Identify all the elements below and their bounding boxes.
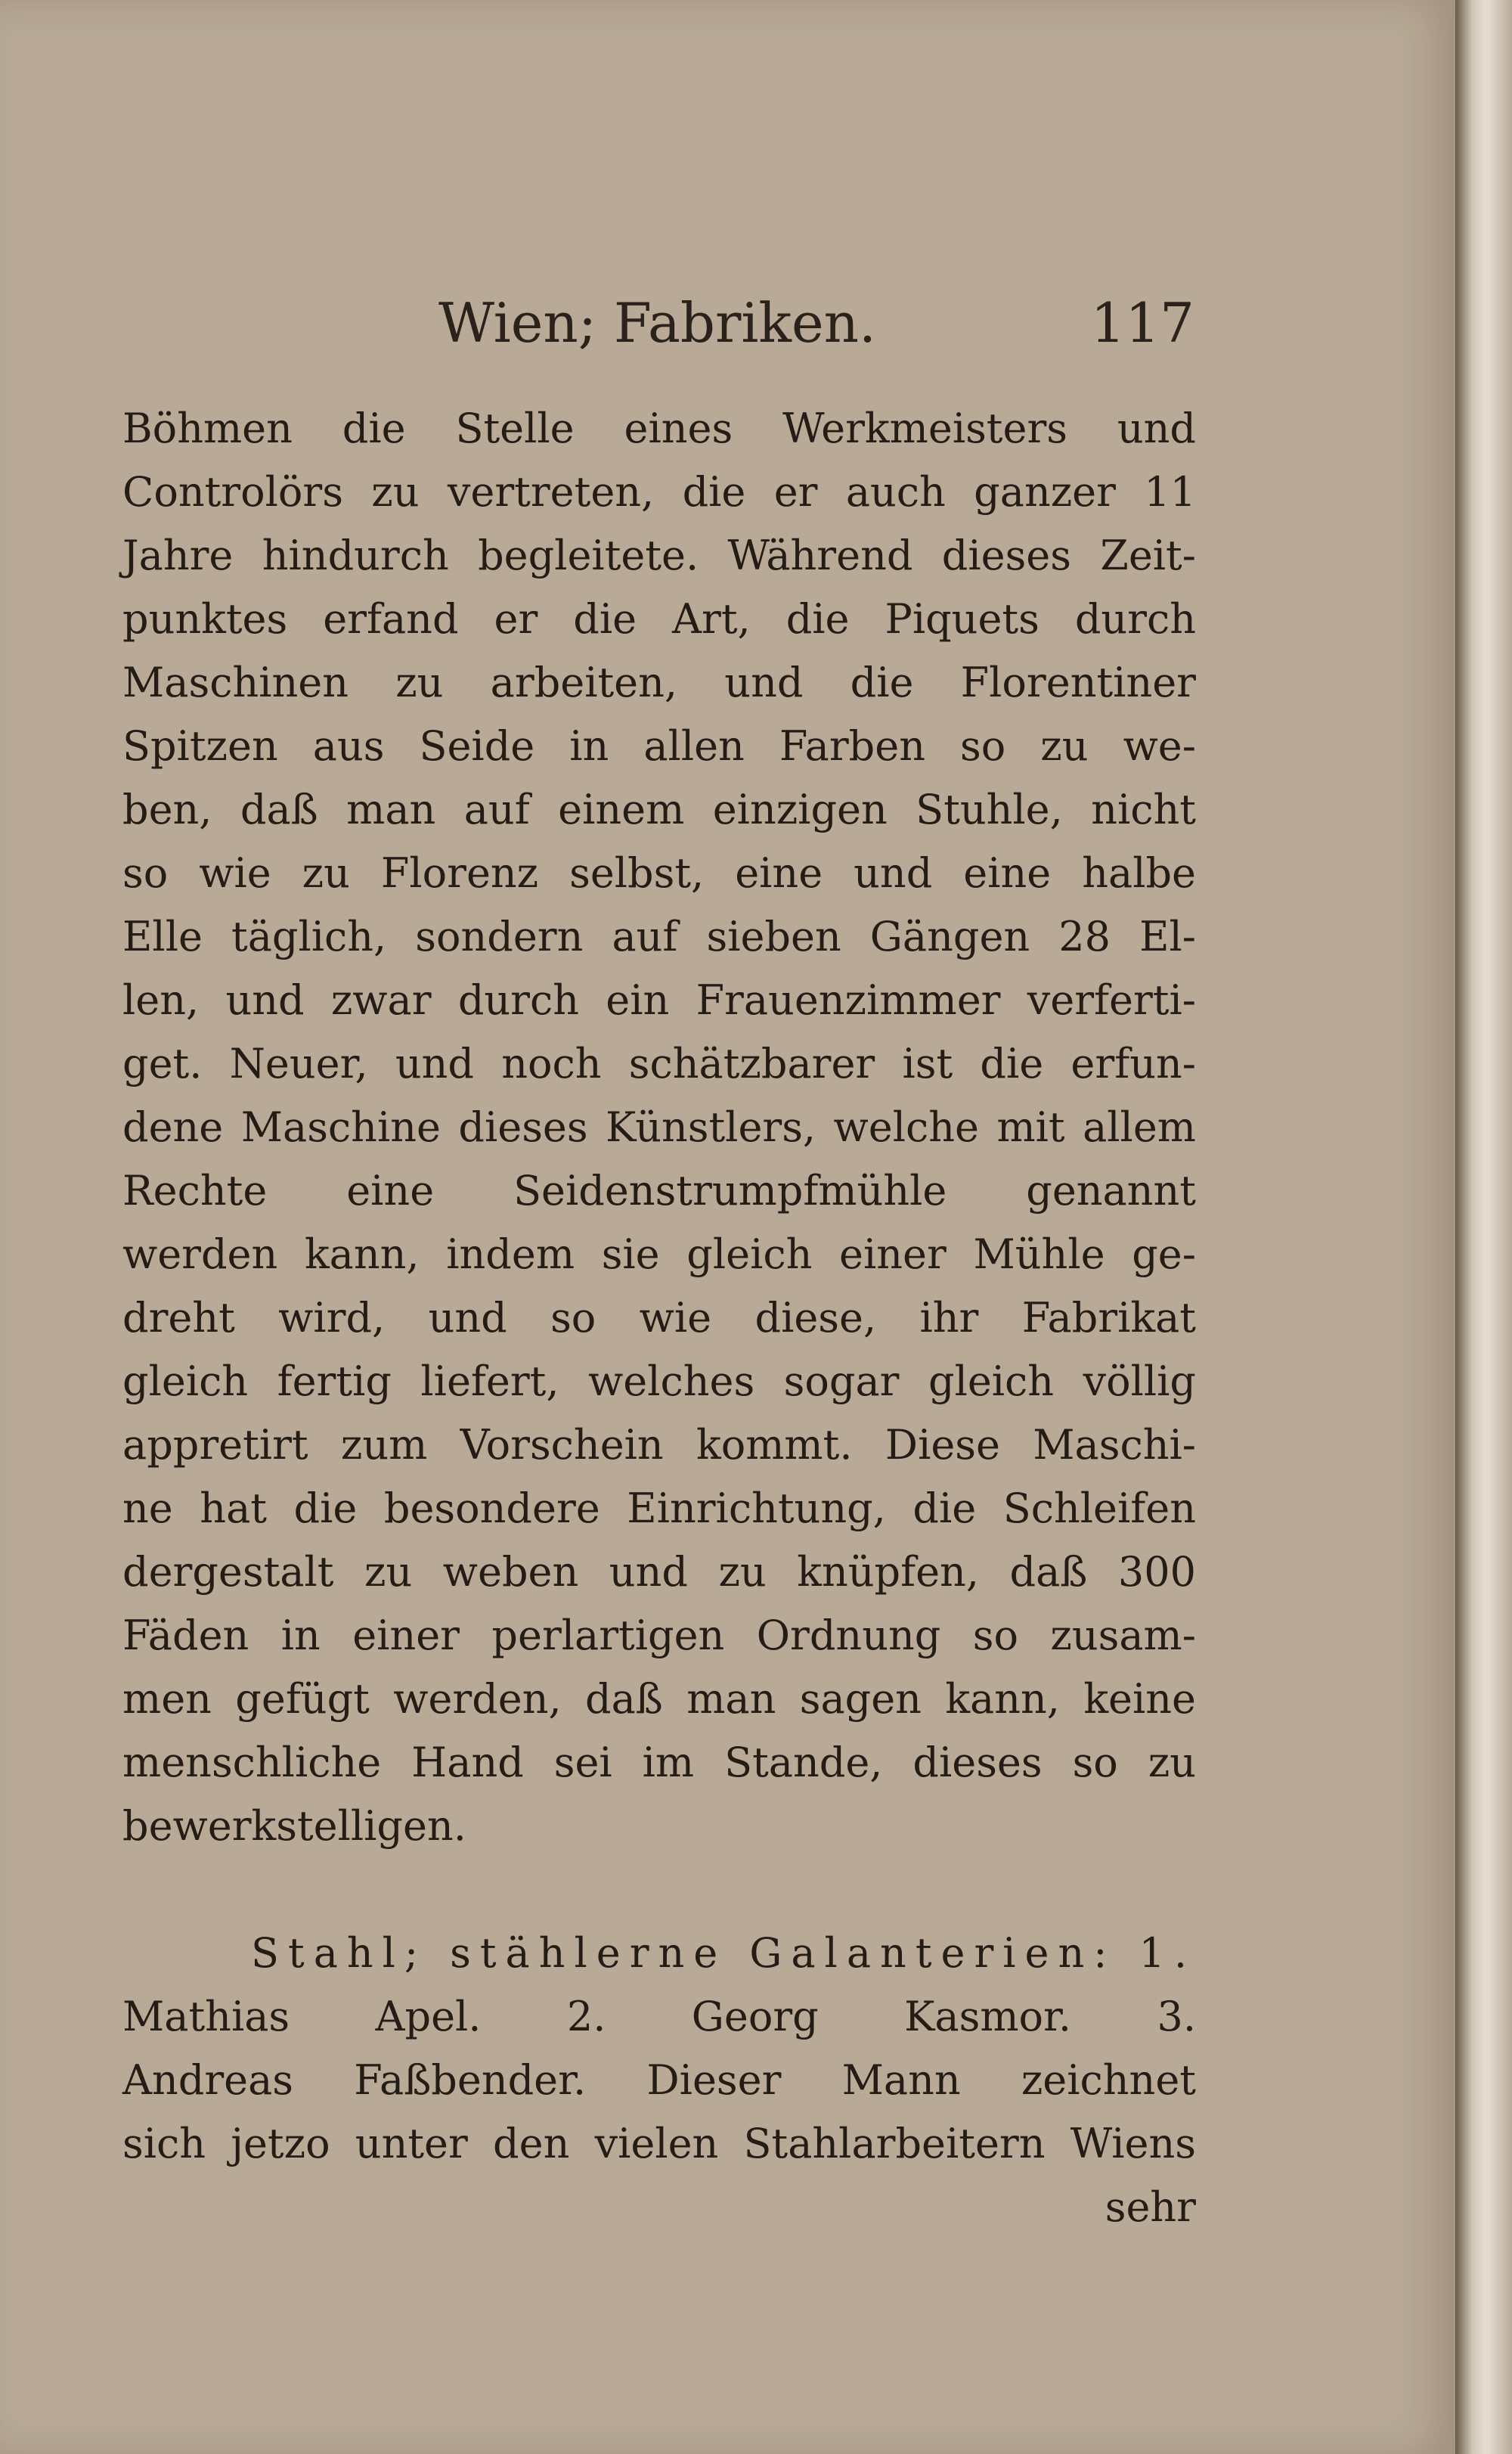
text-line: gleich fertig liefert, welches sogar gleich völlig	[122, 1357, 1196, 1405]
text-line: Böhmen die Stelle eines Werkmeisters und	[122, 405, 1196, 452]
body-text	[122, 397, 1196, 2239]
section-heading-line: Stahl; stählerne Galanterien: 1.	[251, 1929, 1196, 1977]
text-line: men gefügt werden, daß man sagen kann, keine	[122, 1675, 1196, 1723]
text-line: Elle täglich, sondern auf sieben Gängen 28 El-	[122, 913, 1196, 960]
text-line: menschliche Hand sei im Stande, dieses so zu	[122, 1739, 1196, 1786]
text-line: bewerkstelligen.	[122, 1802, 466, 1850]
page-number: 117	[1090, 291, 1194, 355]
text-line: appretirt zum Vorschein kommt. Diese Maschi-	[122, 1421, 1196, 1469]
catchword: sehr	[1105, 2183, 1196, 2231]
page-header	[121, 291, 1194, 367]
text-line: Rechte eine Seidenstrumpfmühle genannt	[122, 1167, 1196, 1215]
text-line: dergestalt zu weben und zu knüpfen, daß 300	[122, 1548, 1196, 1596]
text-line: Mathias Apel. 2. Georg Kasmor. 3.	[122, 1993, 1196, 2040]
text-line: dene Maschine dieses Künstlers, welche mit allem	[122, 1103, 1196, 1151]
text-line: Fäden in einer perlartigen Ordnung so zusam-	[122, 1612, 1196, 1659]
text-line: len, und zwar durch ein Frauenzimmer verferti-	[122, 976, 1196, 1024]
text-line: Andreas Faßbender. Dieser Mann zeichnet	[122, 2056, 1196, 2104]
text-line: ben, daß man auf einem einzigen Stuhle, nicht	[122, 786, 1196, 833]
paragraph-gap	[122, 1858, 1196, 1922]
text-line: sich jetzo unter den vielen Stahlarbeitern Wiens	[122, 2120, 1196, 2167]
text-line: Jahre hindurch begleitete. Während dieses Zeit-	[122, 532, 1196, 579]
text-line: ne hat die besondere Einrichtung, die Schleifen	[122, 1484, 1196, 1532]
running-title: Wien; Fabriken.	[438, 291, 876, 355]
page-edge	[1455, 0, 1512, 2454]
text-line: Controlörs zu vertreten, die er auch ganzer 11	[122, 468, 1196, 516]
text-line: Maschinen zu arbeiten, und die Florentiner	[122, 659, 1196, 706]
text-line: punktes erfand er die Art, die Piquets durch	[122, 595, 1196, 643]
text-line: dreht wird, und so wie diese, ihr Fabrikat	[122, 1294, 1196, 1342]
text-line: get. Neuer, und noch schätzbarer ist die erfun-	[122, 1040, 1196, 1087]
text-line: Spitzen aus Seide in allen Farben so zu we-	[122, 722, 1196, 770]
text-line: werden kann, indem sie gleich einer Mühle ge-	[122, 1230, 1196, 1278]
text-line: so wie zu Florenz selbst, eine und eine halbe	[122, 849, 1196, 897]
